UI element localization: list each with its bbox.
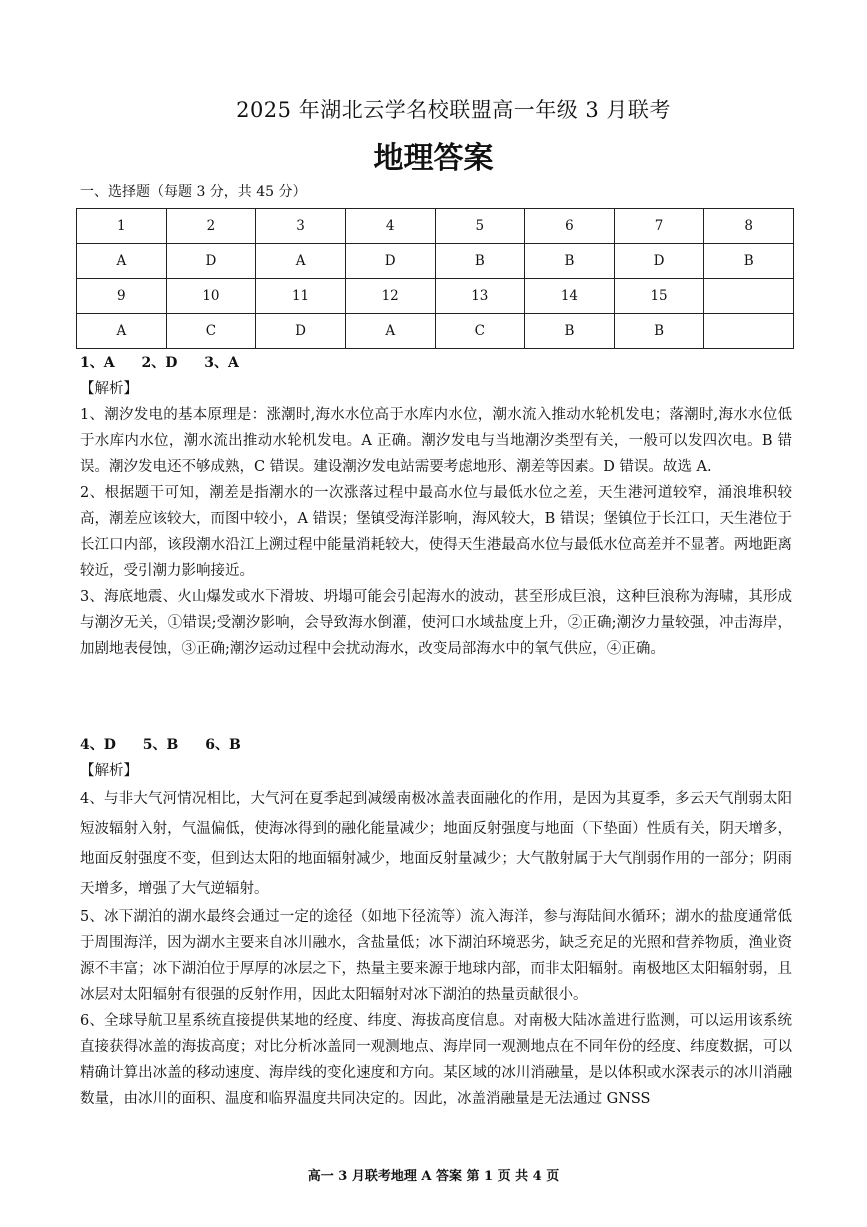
table-cell: B: [435, 244, 525, 279]
table-cell: A: [77, 314, 167, 349]
table-cell: 3: [256, 209, 346, 244]
table-cell: 12: [345, 279, 435, 314]
table-cell: D: [256, 314, 346, 349]
analysis-paragraph: 4、与非大气河情况相比，大气河在夏季起到减缓南极冰盖表面融化的作用，是因为其夏季，多云天气削弱太阳短波辐射入射，气温偏低，使海冰得到的融化能量减少；地面反射强度与地面（下垫面）性质有关，阴天增多，地面反射强度不变，但到达太阳的地面辐射减少，地面反射量减少；大气散射属于大气削弱作用的一部分；阴雨天增多，增强了大气逆辐射。: [80, 791, 792, 897]
table-cell: B: [525, 244, 615, 279]
table-cell: A: [345, 314, 435, 349]
answer-group-2: [80, 732, 792, 1112]
answer-item: 1、A: [80, 355, 115, 371]
table-cell: 4: [345, 209, 435, 244]
answer-item: 6、B: [205, 737, 241, 753]
table-row: [77, 244, 794, 279]
analysis-paragraph: 1、潮汐发电的基本原理是：涨潮时,海水水位高于水库内水位，潮水流入推动水轮机发电；落潮时,海水水位低于水库内水位，潮水流出推动水轮机发电。A 正确。潮汐发电与当地潮汐类型有关，一般可以发四次电。B 错误。潮汐发电还不够成熟，C 错误。建设潮汐发电站需要考虑地形、潮差等因素。D 错误。故选 A.: [80, 407, 792, 475]
analysis-paragraph: 2、根据题干可知，潮差是指潮水的一次涨落过程中最高水位与最低水位之差，天生港河道较窄，涌浪堆积较高，潮差应该较大，而图中较小，A 错误；堡镇受海洋影响，海风较大，B 错误；堡镇位于长江口，天生港位于长江口内部，该段潮水沿江上溯过程中能量消耗较大，使得天生港最高水位与最低水位高差并不显著。两地距离较近，受引潮力影响接近。: [80, 485, 792, 579]
table-cell: 15: [614, 279, 704, 314]
answer-item: 5、B: [142, 737, 179, 753]
answer-item: 4、D: [80, 737, 116, 753]
table-cell: 8: [704, 209, 794, 244]
analysis-paragraph: 6、全球导航卫星系统直接提供某地的经度、纬度、海拔高度信息。对南极大陆冰盖进行监测，可以运用该系统直接获得冰盖的海拔高度；对比分析冰盖同一观测地点、海岸同一观测地点在不同年份的经度、纬度数据，可以精确计算出冰盖的移动速度、海岸线的变化速度和方向。某区域的冰川消融量，是以体积或水深表示的冰川消融数量，由冰川的面积、温度和临界温度共同决定的。因此，冰盖消融量是无法通过 GNSS: [80, 1013, 792, 1107]
answer-summary: [80, 350, 792, 376]
table-cell: 2: [166, 209, 256, 244]
table-row: [77, 279, 794, 314]
table-cell: [704, 279, 794, 314]
answer-item: 2、D: [141, 355, 178, 371]
table-cell: B: [525, 314, 615, 349]
table-cell: B: [704, 244, 794, 279]
table-row: [77, 209, 794, 244]
answer-item: 3、A: [204, 355, 239, 371]
table-cell: C: [435, 314, 525, 349]
section-heading: 一、选择题（每题 3 分，共 45 分）: [80, 184, 307, 200]
table-cell: C: [166, 314, 256, 349]
table-cell: 7: [614, 209, 704, 244]
table-cell: 10: [166, 279, 256, 314]
subject-title: 地理答案: [373, 141, 494, 176]
page-footer: 高一 3 月联考地理 A 答案 第 1 页 共 4 页: [307, 1169, 560, 1184]
table-cell: 1: [77, 209, 167, 244]
table-cell: D: [614, 244, 704, 279]
table-cell: D: [345, 244, 435, 279]
table-cell: A: [77, 244, 167, 279]
table-cell: B: [614, 314, 704, 349]
table-row: [77, 314, 794, 349]
table-cell: 6: [525, 209, 615, 244]
analysis-label: 【解析】: [80, 381, 138, 397]
table-cell: 14: [525, 279, 615, 314]
answer-group-1: [80, 350, 792, 662]
table-cell: 5: [435, 209, 525, 244]
analysis-paragraph: 5、冰下湖泊的湖水最终会通过一定的途径（如地下径流等）流入海洋，参与海陆间水循环；湖水的盐度通常低于周围海洋，因为湖水主要来自冰川融水，含盐量低；冰下湖泊环境恶劣，缺乏充足的光照和营养物质，渔业资源不丰富；冰下湖泊位于厚厚的冰层之下，热量主要来源于地球内部，而非太阳辐射。南极地区太阳辐射弱，且冰层对太阳辐射有很强的反射作用，因此太阳辐射对冰下湖泊的热量贡献很小。: [80, 909, 792, 1003]
page-title: 2025 年湖北云学名校联盟高一年级 3 月联考: [236, 98, 671, 122]
table-cell: [704, 314, 794, 349]
table-cell: D: [166, 244, 256, 279]
table-cell: 9: [77, 279, 167, 314]
table-cell: 13: [435, 279, 525, 314]
answer-summary: [80, 732, 792, 758]
table-cell: A: [256, 244, 346, 279]
answer-table: [76, 208, 794, 349]
analysis-paragraph: 3、海底地震、火山爆发或水下滑坡、坍塌可能会引起海水的波动，甚至形成巨浪，这种巨浪称为海啸，其形成与潮汐无关，①错误;受潮汐影响，会导致海水倒灌，使河口水域盐度上升，②正确;潮汐力量较强，冲击海岸，加剧地表侵蚀，③正确;潮汐运动过程中会扰动海水，改变局部海水中的氧气供应，④正确。: [80, 589, 792, 657]
analysis-label: 【解析】: [80, 763, 138, 779]
table-cell: 11: [256, 279, 346, 314]
